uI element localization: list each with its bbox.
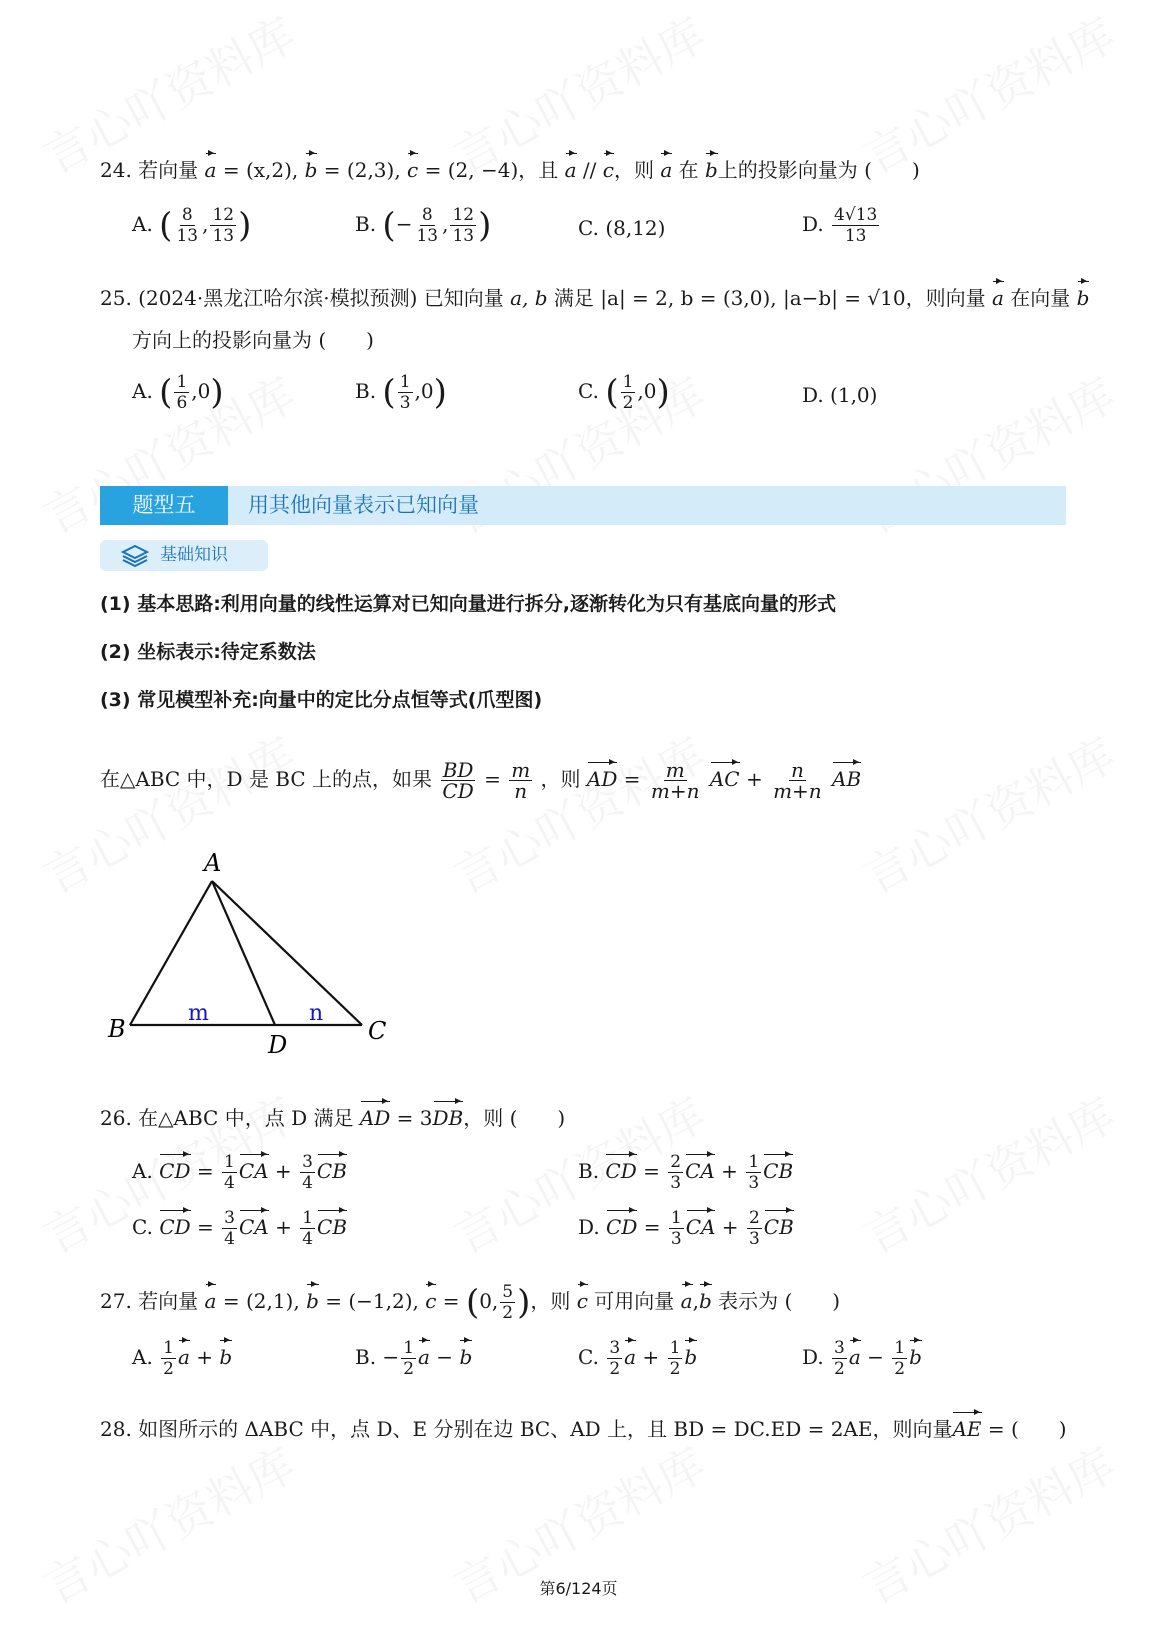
label-n: n [309,1001,324,1026]
q24-option-a[interactable]: A. ( $\frac{8}{13}$ , $\frac{12}{13}$ ) [132,205,252,246]
label-d: D [268,1031,288,1055]
side-ac [212,881,362,1025]
q25-option-c[interactable]: C. ( $\frac{1}{2}$ ,0) [578,372,670,413]
q25-option-b[interactable]: B. ( $\frac{1}{3}$ ,0) [355,372,447,413]
q27-option-d[interactable]: D. $\frac{3}{2}$ a − $\frac{1}{2}$ b [802,1338,922,1379]
stack-layers-icon [120,543,150,569]
q26-stem: 26. 在△ABC 中，点 D 满足 AD = 3DB，则 ( ) [100,1106,566,1130]
q24-option-d[interactable]: D. $\frac{4√13}{13}$ [802,205,878,246]
knowledge-item-2: (2) 坐标表示:待定系数法 [100,641,316,663]
section-tag: 题型五 [100,486,228,525]
knowledge-label: 基础知识 [160,545,228,565]
q26-option-c[interactable]: C. CD = $\frac{3}{4}$ CA + $\frac{1}{4}$ CB [132,1208,348,1249]
segment-ad [212,881,275,1025]
section-title: 用其他向量表示已知向量 [248,493,479,517]
q25-stem-line2: 方向上的投影向量为 ( ) [132,328,374,352]
label-m: m [188,1001,209,1026]
triangle-diagram [100,845,400,1055]
label-a: A [204,849,222,877]
label-c: C [368,1017,387,1045]
watermark [851,719,1126,907]
knowledge-item-3: (3) 常见模型补充:向量中的定比分点恒等式(爪型图) [100,689,543,711]
q26-option-b[interactable]: B. CD = $\frac{2}{3}$ CA + $\frac{1}{3}$ CB [578,1152,794,1193]
q27-stem: 27. 若向量 a = (2,1), b = (−1,2), c = (0, $\frac{5}{2}$ )，则 c 可用向量 a,b 表示为 ( ) [100,1282,841,1323]
q27-option-a[interactable]: A. $\frac{1}{2}$ a + b [132,1338,233,1379]
section-bar [100,486,1066,525]
knowledge-item-1: (1) 基本思路:利用向量的线性运算对已知向量进行拆分,逐渐转化为只有基底向量的形式 [100,593,837,615]
q26-option-d[interactable]: D. CD = $\frac{1}{3}$ CA + $\frac{2}{3}$ CB [578,1208,794,1249]
page-number: 第6/124页 [539,1579,618,1598]
q25-stem-line1: 25. (2024·黑龙江哈尔滨·模拟预测) 已知向量 a, b 满足 |a| = 2, b = (3,0), |a−b| = √10，则向量 a 在向量 b [100,286,1090,310]
q24-option-b[interactable]: B. (− $\frac{8}{13}$ , $\frac{12}{13}$ ) [355,205,492,246]
watermark [441,719,716,907]
q26-option-a[interactable]: A. CD = $\frac{1}{4}$ CA + $\frac{3}{4}$ CB [132,1152,347,1193]
q25-option-d[interactable]: D. (1,0) [802,383,878,407]
q24-stem: 24. 若向量 a = (x,2), b = (2,3), c = (2, −4)，且 a // c，则 a 在 b上的投影向量为 ( ) [100,158,920,182]
q25-option-a[interactable]: A. ( $\frac{1}{6}$ ,0) [132,372,224,413]
label-b: B [108,1015,126,1043]
q27-option-b[interactable]: B. − $\frac{1}{2}$ a − b [355,1338,473,1379]
watermark [851,1079,1126,1267]
ratio-formula: 在△ABC 中，D 是 BC 上的点，如果 $\frac{BD}{CD}$ = $\frac{m}{n}$ ，则 AD = $\frac{m}{m+n}$ AC + $\frac{n}{m+n}$ AB [100,758,862,803]
q28-stem: 28. 如图所示的 ΔABC 中，点 D、E 分别在边 BC、AD 上，且 BD = DC.ED = 2AE，则向量AE = ( ) [100,1417,1067,1441]
q27-option-c[interactable]: C. $\frac{3}{2}$ a + $\frac{1}{2}$ b [578,1338,698,1379]
q24-option-c[interactable]: C. (8,12) [578,216,666,240]
